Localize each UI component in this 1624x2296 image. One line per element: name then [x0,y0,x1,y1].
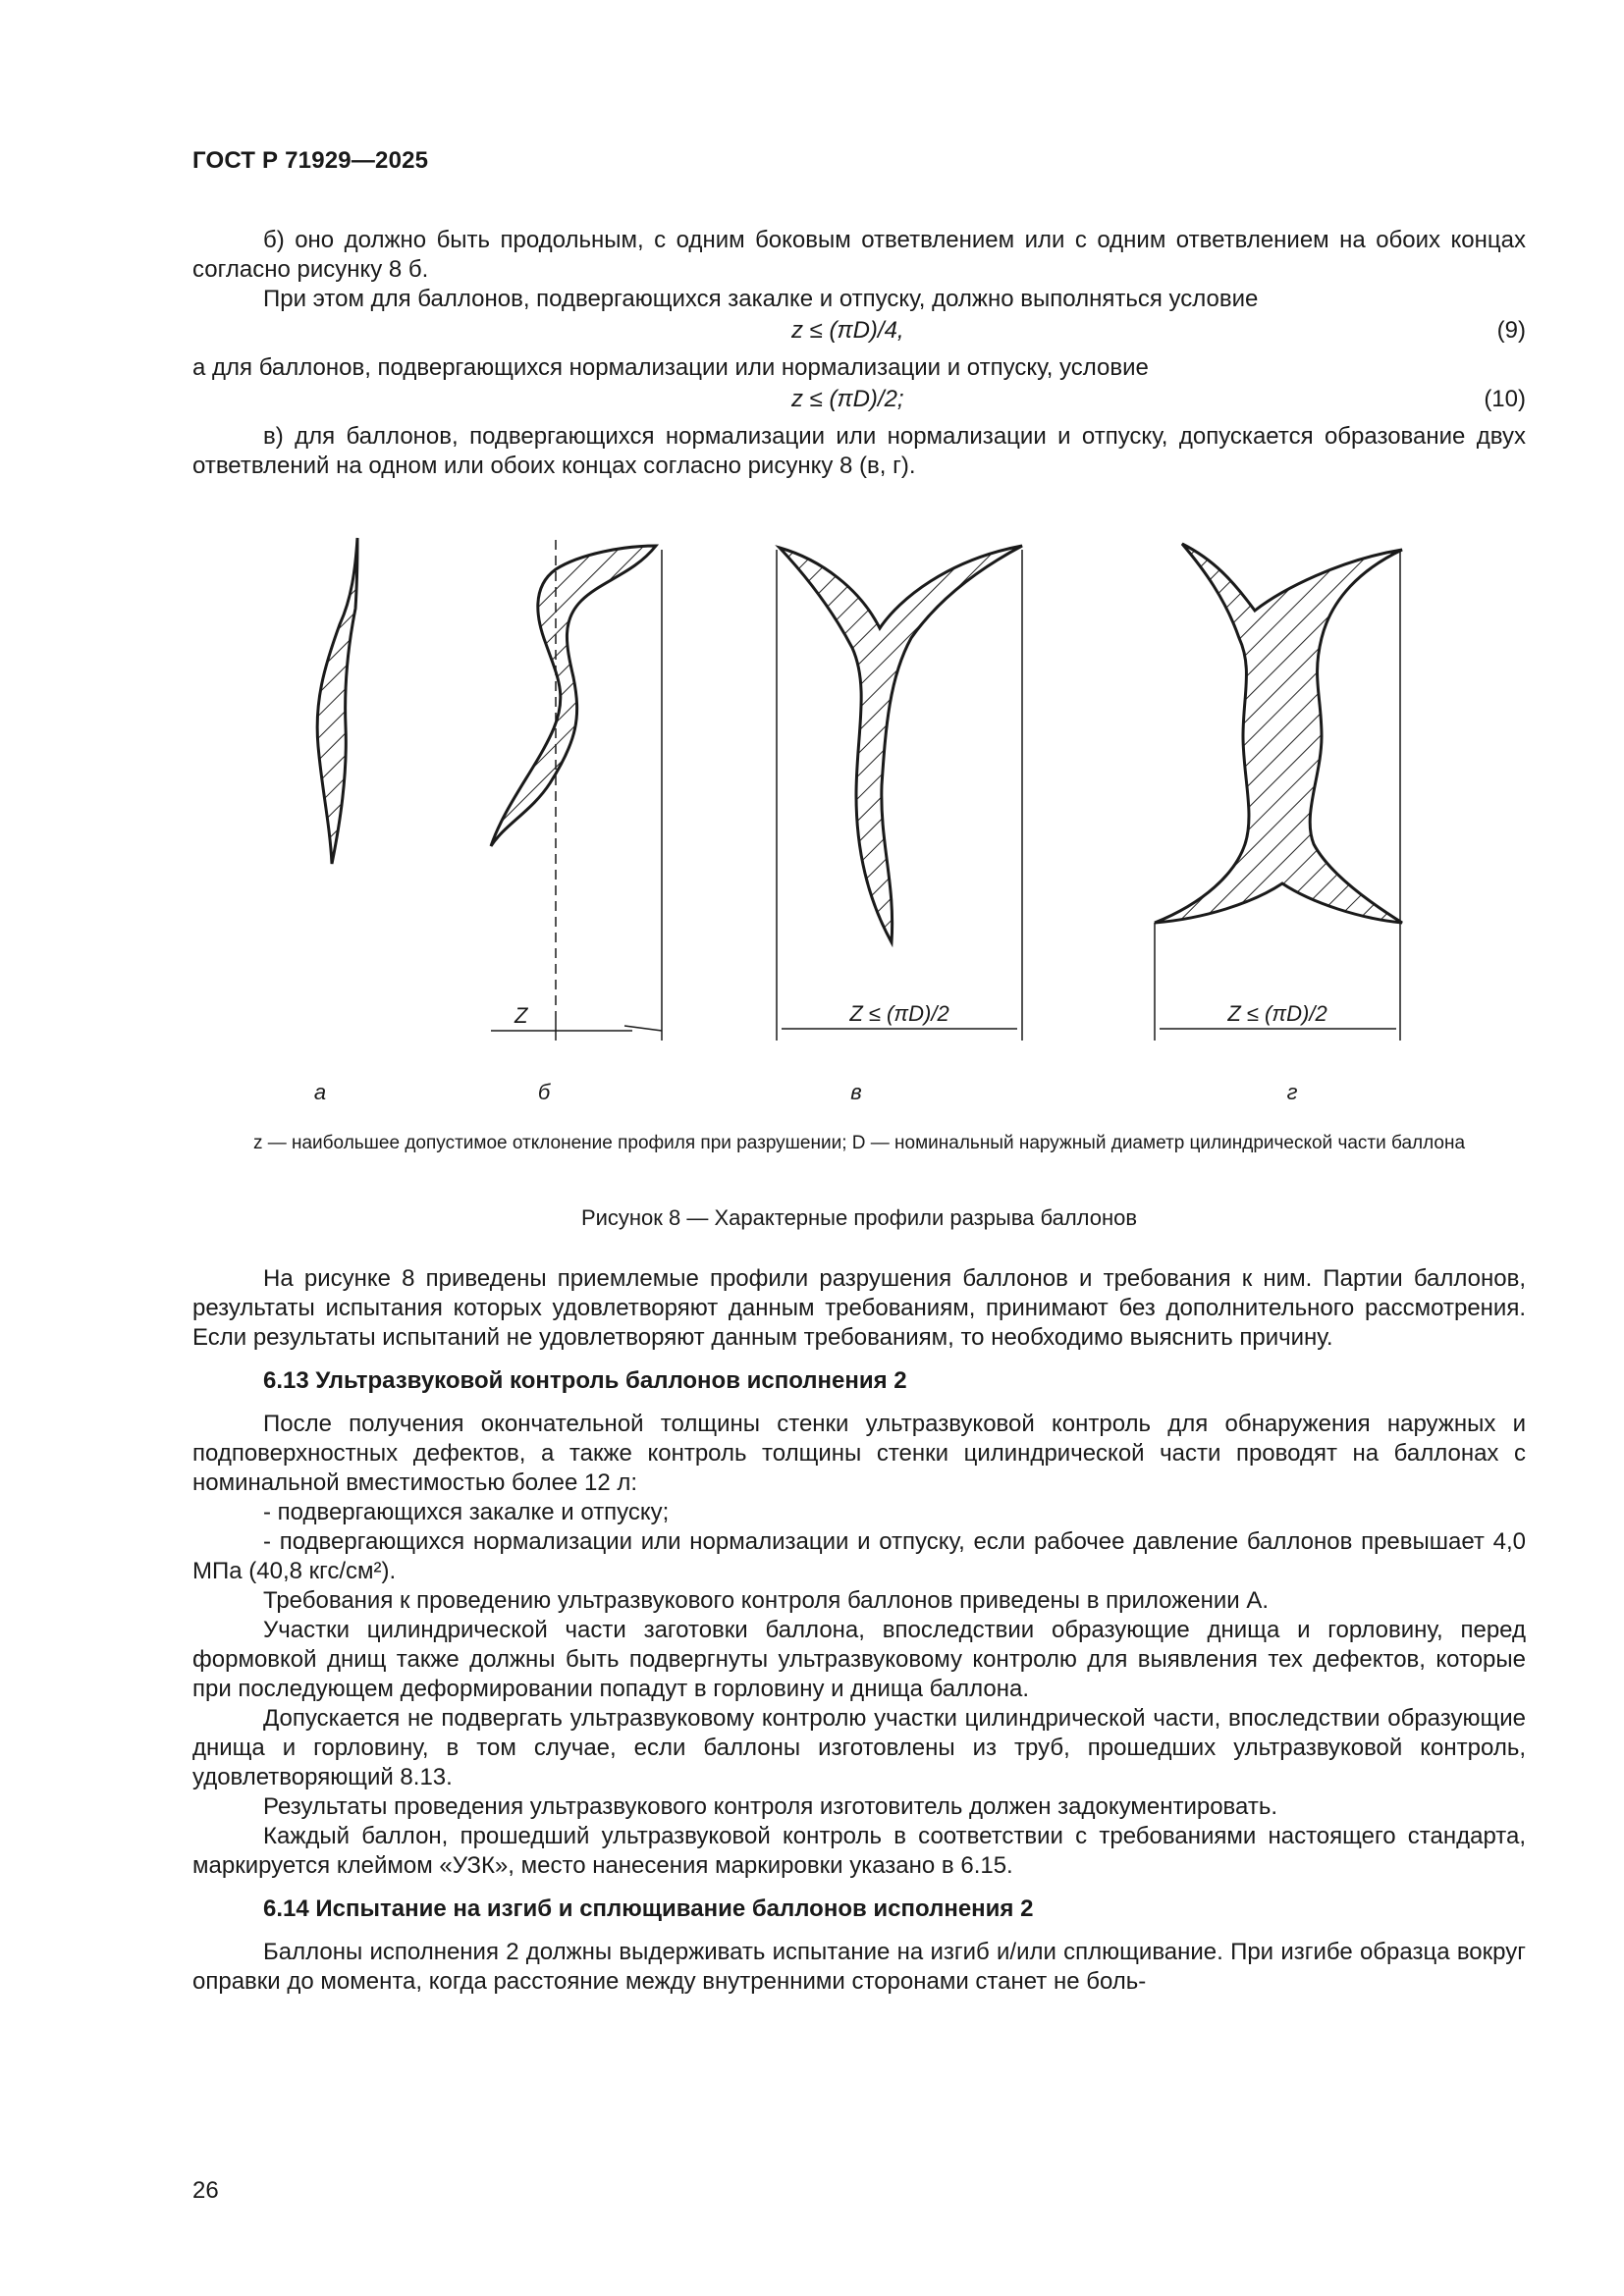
list-item-normalization: - подвергающихся нормализации или нормализации и отпуску, если рабочее давление баллонов превышает 4,0 МПа (40,8 кгс/см²). [192,1528,1526,1584]
formula-9-expression: z ≤ (πD)/4, [791,317,904,344]
paragraph-condition-intro: При этом для баллонов, подвергающихся закалке и отпуску, должно выполняться условие [263,286,1259,312]
paragraph-blank-areas: Участки цилиндрической части заготовки баллона, впоследствии образующие днища и горловину, перед формовкой днищ также должны быть подвергнуты ультразвуковому контролю для выявления тех дефектов, которые при последующем деформировании попадут в горловину и днища баллона. [192,1617,1526,1702]
sublabel-g: г [1286,1080,1298,1104]
figure-legend: z — наибольшее допустимое отклонение профиля при разрушении; D — номинальный наружный диаметр цилиндрической части баллона [252,1133,1466,1153]
formula-10-expression: z ≤ (πD)/2; [791,386,904,412]
profile-g [1155,544,1402,1041]
section-heading-6-14: 6.14 Испытание на изгиб и сплющивание баллонов исполнения 2 [263,1896,1034,1922]
sublabel-a: а [313,1080,327,1104]
formula-10 [192,385,1526,420]
paragraph-normalization: а для баллонов, подвергающихся нормализации или нормализации и отпуску, условие [192,354,1149,381]
profile-v [777,546,1022,1041]
top-text-block [192,226,1526,481]
paragraph-marking: Каждый баллон, прошедший ультразвуковой контроль в соответствии с требованиями настоящего стандарта, маркируется клеймом «УЗК», место нанесения маркировки указано в 6.15. [192,1823,1526,1879]
paragraph-figure-notes: На рисунке 8 приведены приемлемые профили разрушения баллонов и требования к ним. Партии баллонов, результаты испытания которых удовлетворяют данным требованиям, принимают без дополнительного рассмотрения. Если результаты испытаний не удовлетворяют данным требованиям, то необходимо выяснить причину. [192,1265,1526,1351]
page-number: 26 [192,2177,219,2204]
main-text-block [192,1264,1526,1997]
sublabel-b: б [537,1080,551,1104]
document-header: ГОСТ Р 71929—2025 [192,147,429,174]
formula-9-number: (9) [1496,317,1526,344]
dim-label-g: Z ≤ (πD)/2 [1227,1001,1327,1026]
paragraph-annex-a: Требования к проведению ультразвукового контроля баллонов приведены в приложении А. [263,1587,1270,1614]
section-heading-6-13: 6.13 Ультразвуковой контроль баллонов исполнения 2 [263,1367,907,1394]
dim-label-v: Z ≤ (πD)/2 [849,1001,949,1026]
figure-8 [192,530,1526,1119]
paragraph-v: в) для баллонов, подвергающихся нормализации или нормализации и отпуску, допускается образование двух ответвлений на одном или обоих концах согласно рисунку 8 (в, г). [192,423,1526,479]
sublabel-v: в [850,1080,862,1104]
paragraph-pipe-exemption: Допускается не подвергать ультразвуковому контролю участки цилиндрической части, впоследствии образующие днища и горловину, в том случае, если баллоны изготовлены из труб, прошедших ультразвуковой контроль, удовлетворяющий 8.13. [192,1705,1526,1790]
paragraph-bend-test: Баллоны исполнения 2 должны выдерживать испытание на изгиб и/или сплющивание. При изгибе образца вокруг оправки до момента, когда расстояние между внутренними сторонами станет не боль- [192,1939,1526,1995]
paragraph-b: б) оно должно быть продольным, с одним боковым ответвлением или с одним ответвлением на обоих концах согласно рисунку 8 б. [192,227,1526,283]
figure-caption: Рисунок 8 — Характерные профили разрыва баллонов [580,1205,1138,1230]
dim-label-z: Z [514,1003,528,1028]
formula-10-number: (10) [1484,386,1526,412]
profile-b [491,540,662,1041]
formula-9 [192,316,1526,351]
paragraph-documentation: Результаты проведения ультразвукового контроля изготовитель должен задокументировать. [263,1793,1278,1820]
profile-a [317,538,357,864]
fracture-profiles-drawing [192,530,1526,1119]
paragraph-ultrasonic-intro: После получения окончательной толщины стенки ультразвуковой контроль для обнаружения наружных и подповерхностных дефектов, а также контроль толщины стенки цилиндрической части проводят на баллонах с номинальной вместимостью более 12 л: [192,1411,1526,1496]
list-item-quench: - подвергающихся закалке и отпуску; [263,1499,670,1525]
